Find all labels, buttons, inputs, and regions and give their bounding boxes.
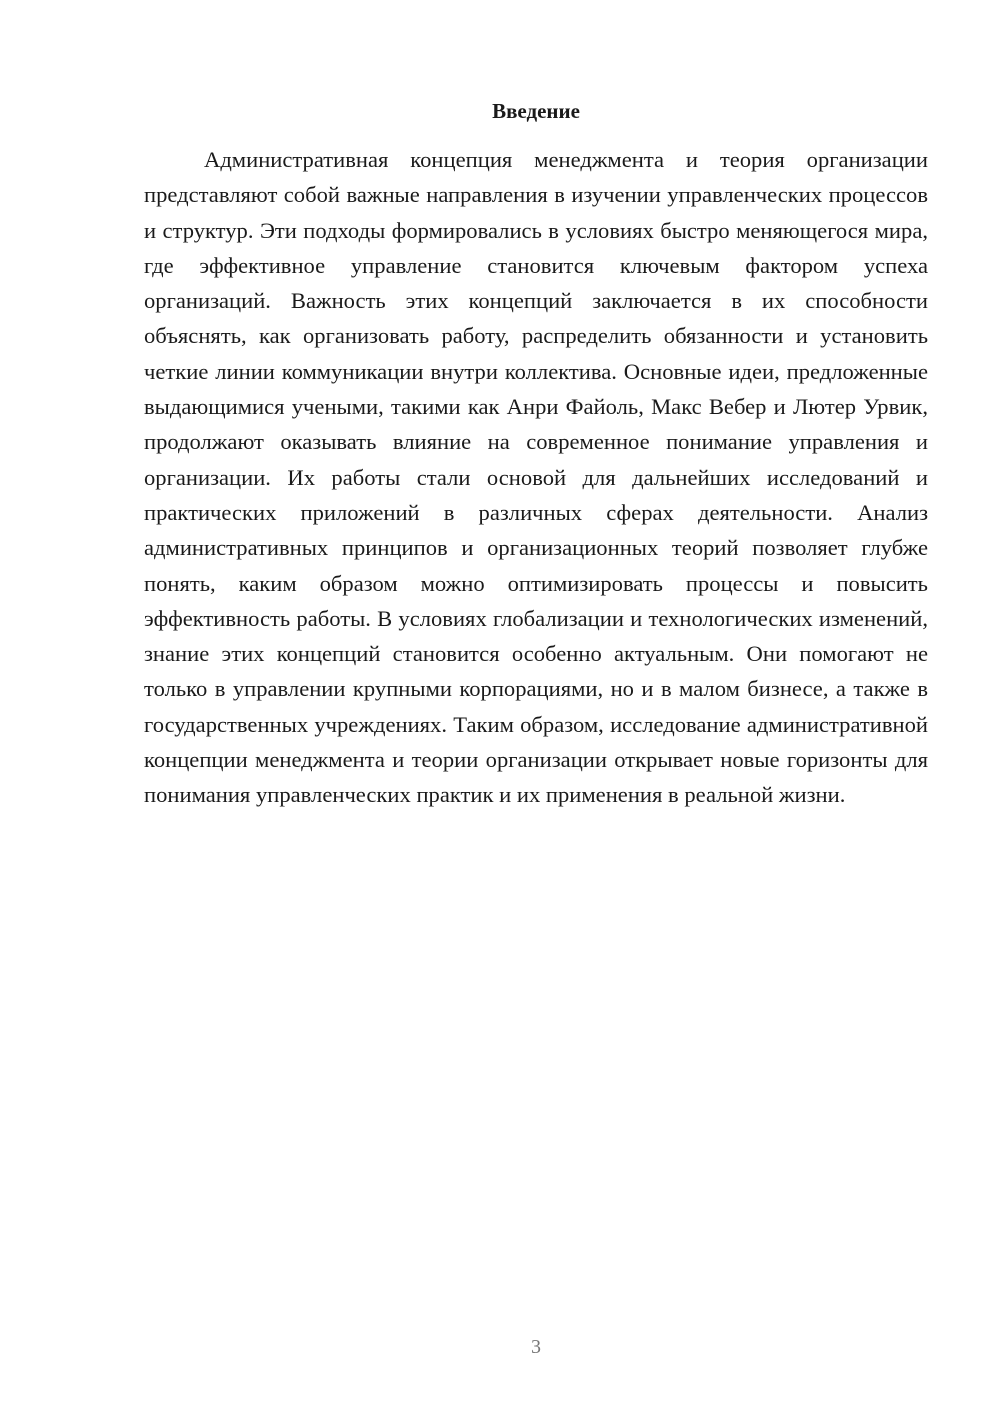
section-heading: Введение: [492, 99, 580, 123]
body-paragraph: Административная концепция менеджмента и теория организации представляют собой важные направления в изучении управленческих процессов и структур. Эти подходы формировались в условиях быстро меняющегося мира, где эффективное управление становится ключевым фактором успеха организаций. Важность этих концепций заключается в их способности объяснять, как организовать работу, распределить обязанности и установить четкие линии коммуникации внутри коллектива. Основные идеи, предложенные выдающимися учеными, такими как Анри Файоль, Макс Вебер и Лютер Урвик, продолжают оказывать влияние на современное понимание управления и организации. Их работы стали основой для дальнейших исследований и практических приложений в различных сферах деятельности. Анализ административных принципов и организационных теорий позволяет глубже понять, каким образом можно оптимизировать процессы и повысить эффективность работы. В условиях глобализации и технологических изменений, знание этих концепций становится особенно актуальным. Они помогают не только в управлении крупными корпорациями, но и в малом бизнесе, а также в государственных учреждениях. Таким образом, исследование административной концепции менеджмента и теории организации открывает новые горизонты для понимания управленческих практик и их применения в реальной жизни.: [144, 147, 928, 808]
page-number: 3: [531, 1336, 541, 1358]
